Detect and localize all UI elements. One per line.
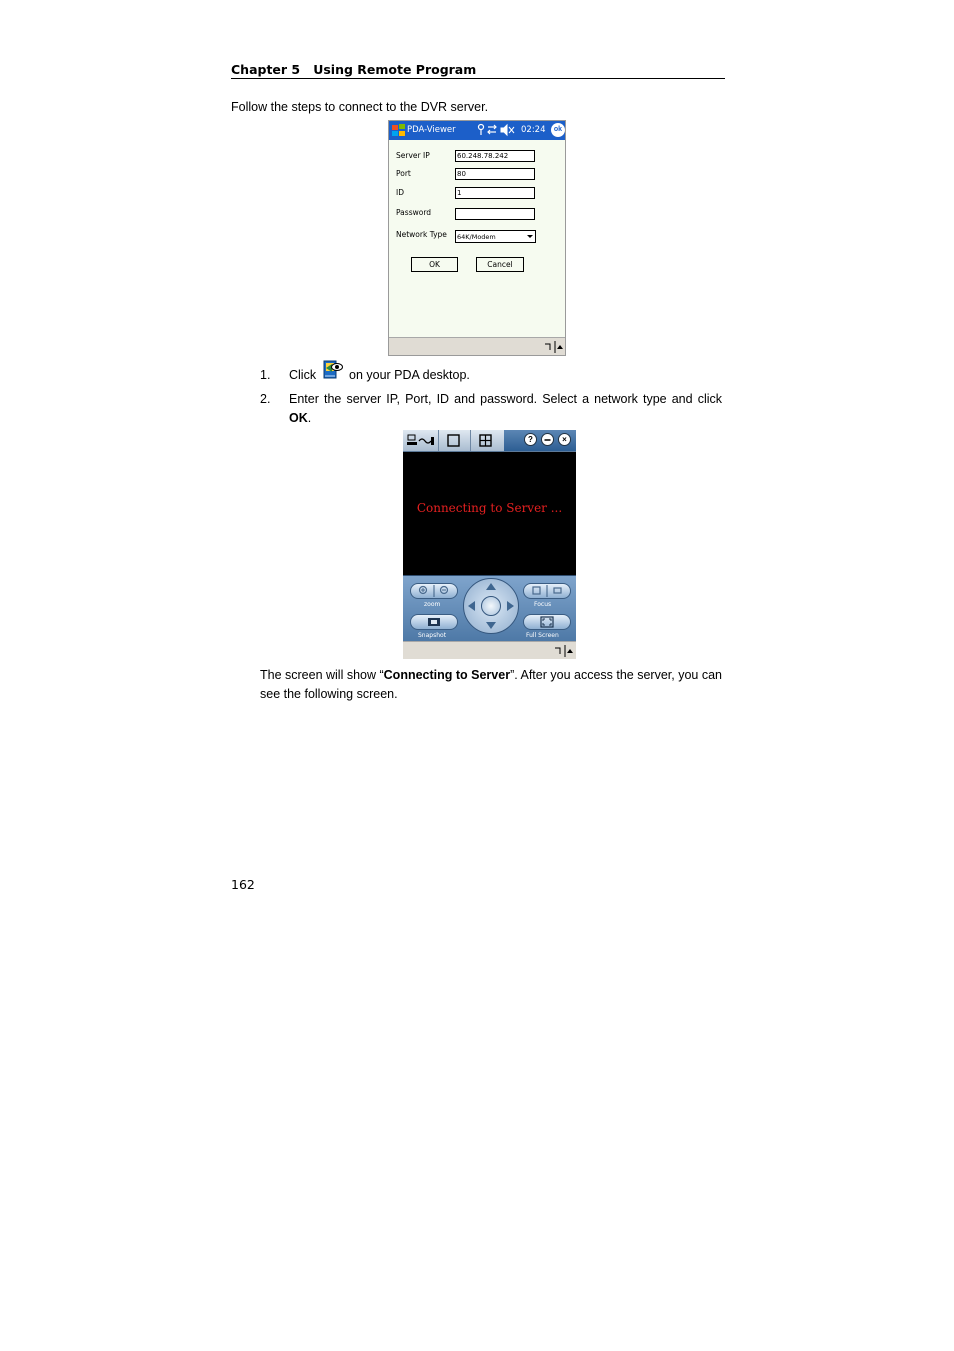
zoom-buttons[interactable] [410,583,458,599]
antenna-icon [479,125,484,136]
help-button[interactable]: ? [524,433,537,446]
chevron-down-icon [527,235,533,238]
note-bold: Connecting to Server [383,668,511,682]
single-view-icon[interactable] [447,434,460,447]
toolbar-separator [438,430,439,451]
full-screen-label: Full Screen [526,632,559,639]
network-type-select[interactable] [455,230,536,243]
ptz-center-button[interactable] [481,596,501,616]
full-screen-button[interactable] [523,614,571,630]
connect-icon[interactable] [407,434,435,447]
step-1-number: 1. [260,368,271,382]
snapshot-button[interactable] [410,614,458,630]
camera-icon [411,615,457,629]
step-1-text-before: Click [289,368,317,382]
full-screen-icon [524,615,570,629]
step-2-bold: OK [289,411,308,425]
port-label: Port [396,169,411,178]
result-note [260,666,722,704]
cancel-button[interactable]: Cancel [476,257,524,272]
zoom-in-out-icon [411,584,457,598]
step-1-text-after: on your PDA desktop. [349,368,470,382]
intro-text: Follow the steps to connect to the DVR server. [231,100,489,114]
title-ok-button[interactable]: ok [551,123,565,137]
minimize-button[interactable] [541,433,554,446]
network-type-value: 64K/Modem [457,233,496,241]
step-2-text [289,390,722,428]
zoom-label: zoom [424,601,441,608]
connection-icon [488,125,496,134]
chapter-title: Using Remote Program [313,62,477,77]
note-text-a: The screen will show “ [260,668,384,682]
server-ip-label: Server IP [396,151,430,160]
id-input[interactable]: 1 [455,187,535,199]
input-panel-icon[interactable] [553,645,575,657]
app-title: PDA-Viewer [407,125,456,135]
server-ip-input[interactable]: 60.248.78.242 [455,150,535,162]
speaker-mute-icon [501,125,514,135]
step-2-text-a: Enter the server IP, Port, ID and password. Select a network type and click [289,392,722,406]
toolbar-separator [470,430,471,451]
focus-label: Focus [534,601,552,608]
system-tray-icons [476,123,524,137]
minimize-icon [542,434,553,445]
input-panel-icon[interactable] [543,341,565,353]
window-controls [504,430,576,451]
chapter-header [231,62,725,79]
focus-buttons[interactable] [523,583,571,599]
id-label: ID [396,188,404,197]
snapshot-label: Snapshot [418,632,447,639]
clock: 02:24 [521,125,546,135]
port-input[interactable]: 80 [455,168,535,180]
windows-start-icon[interactable] [391,123,406,138]
pda-viewer-app-icon [323,360,343,380]
viewer-toolbar [403,430,576,452]
ptz-direction-pad[interactable] [463,578,519,634]
network-type-label: Network Type [396,230,447,239]
pda-bottom-bar [389,337,565,356]
close-button[interactable]: × [558,433,571,446]
chapter-number: Chapter 5 [231,62,301,77]
pda-title-bar [389,121,565,140]
quad-view-icon[interactable] [479,434,492,447]
pda-viewer-screenshot [403,430,576,659]
focus-icon [524,584,570,598]
viewer-bottom-bar [403,641,576,659]
step-2-number: 2. [260,392,271,406]
connecting-message: Connecting to Server ... [416,501,563,515]
pda-login-screenshot [388,120,566,356]
note-text-b: ”. After you access the server, you can see the following screen. [260,668,722,701]
page-number: 162 [231,877,255,892]
control-panel [403,575,576,642]
step-2-text-b: . [307,411,312,425]
password-input[interactable] [455,208,535,220]
password-label: Password [396,208,432,217]
ok-button[interactable]: OK [411,257,458,272]
